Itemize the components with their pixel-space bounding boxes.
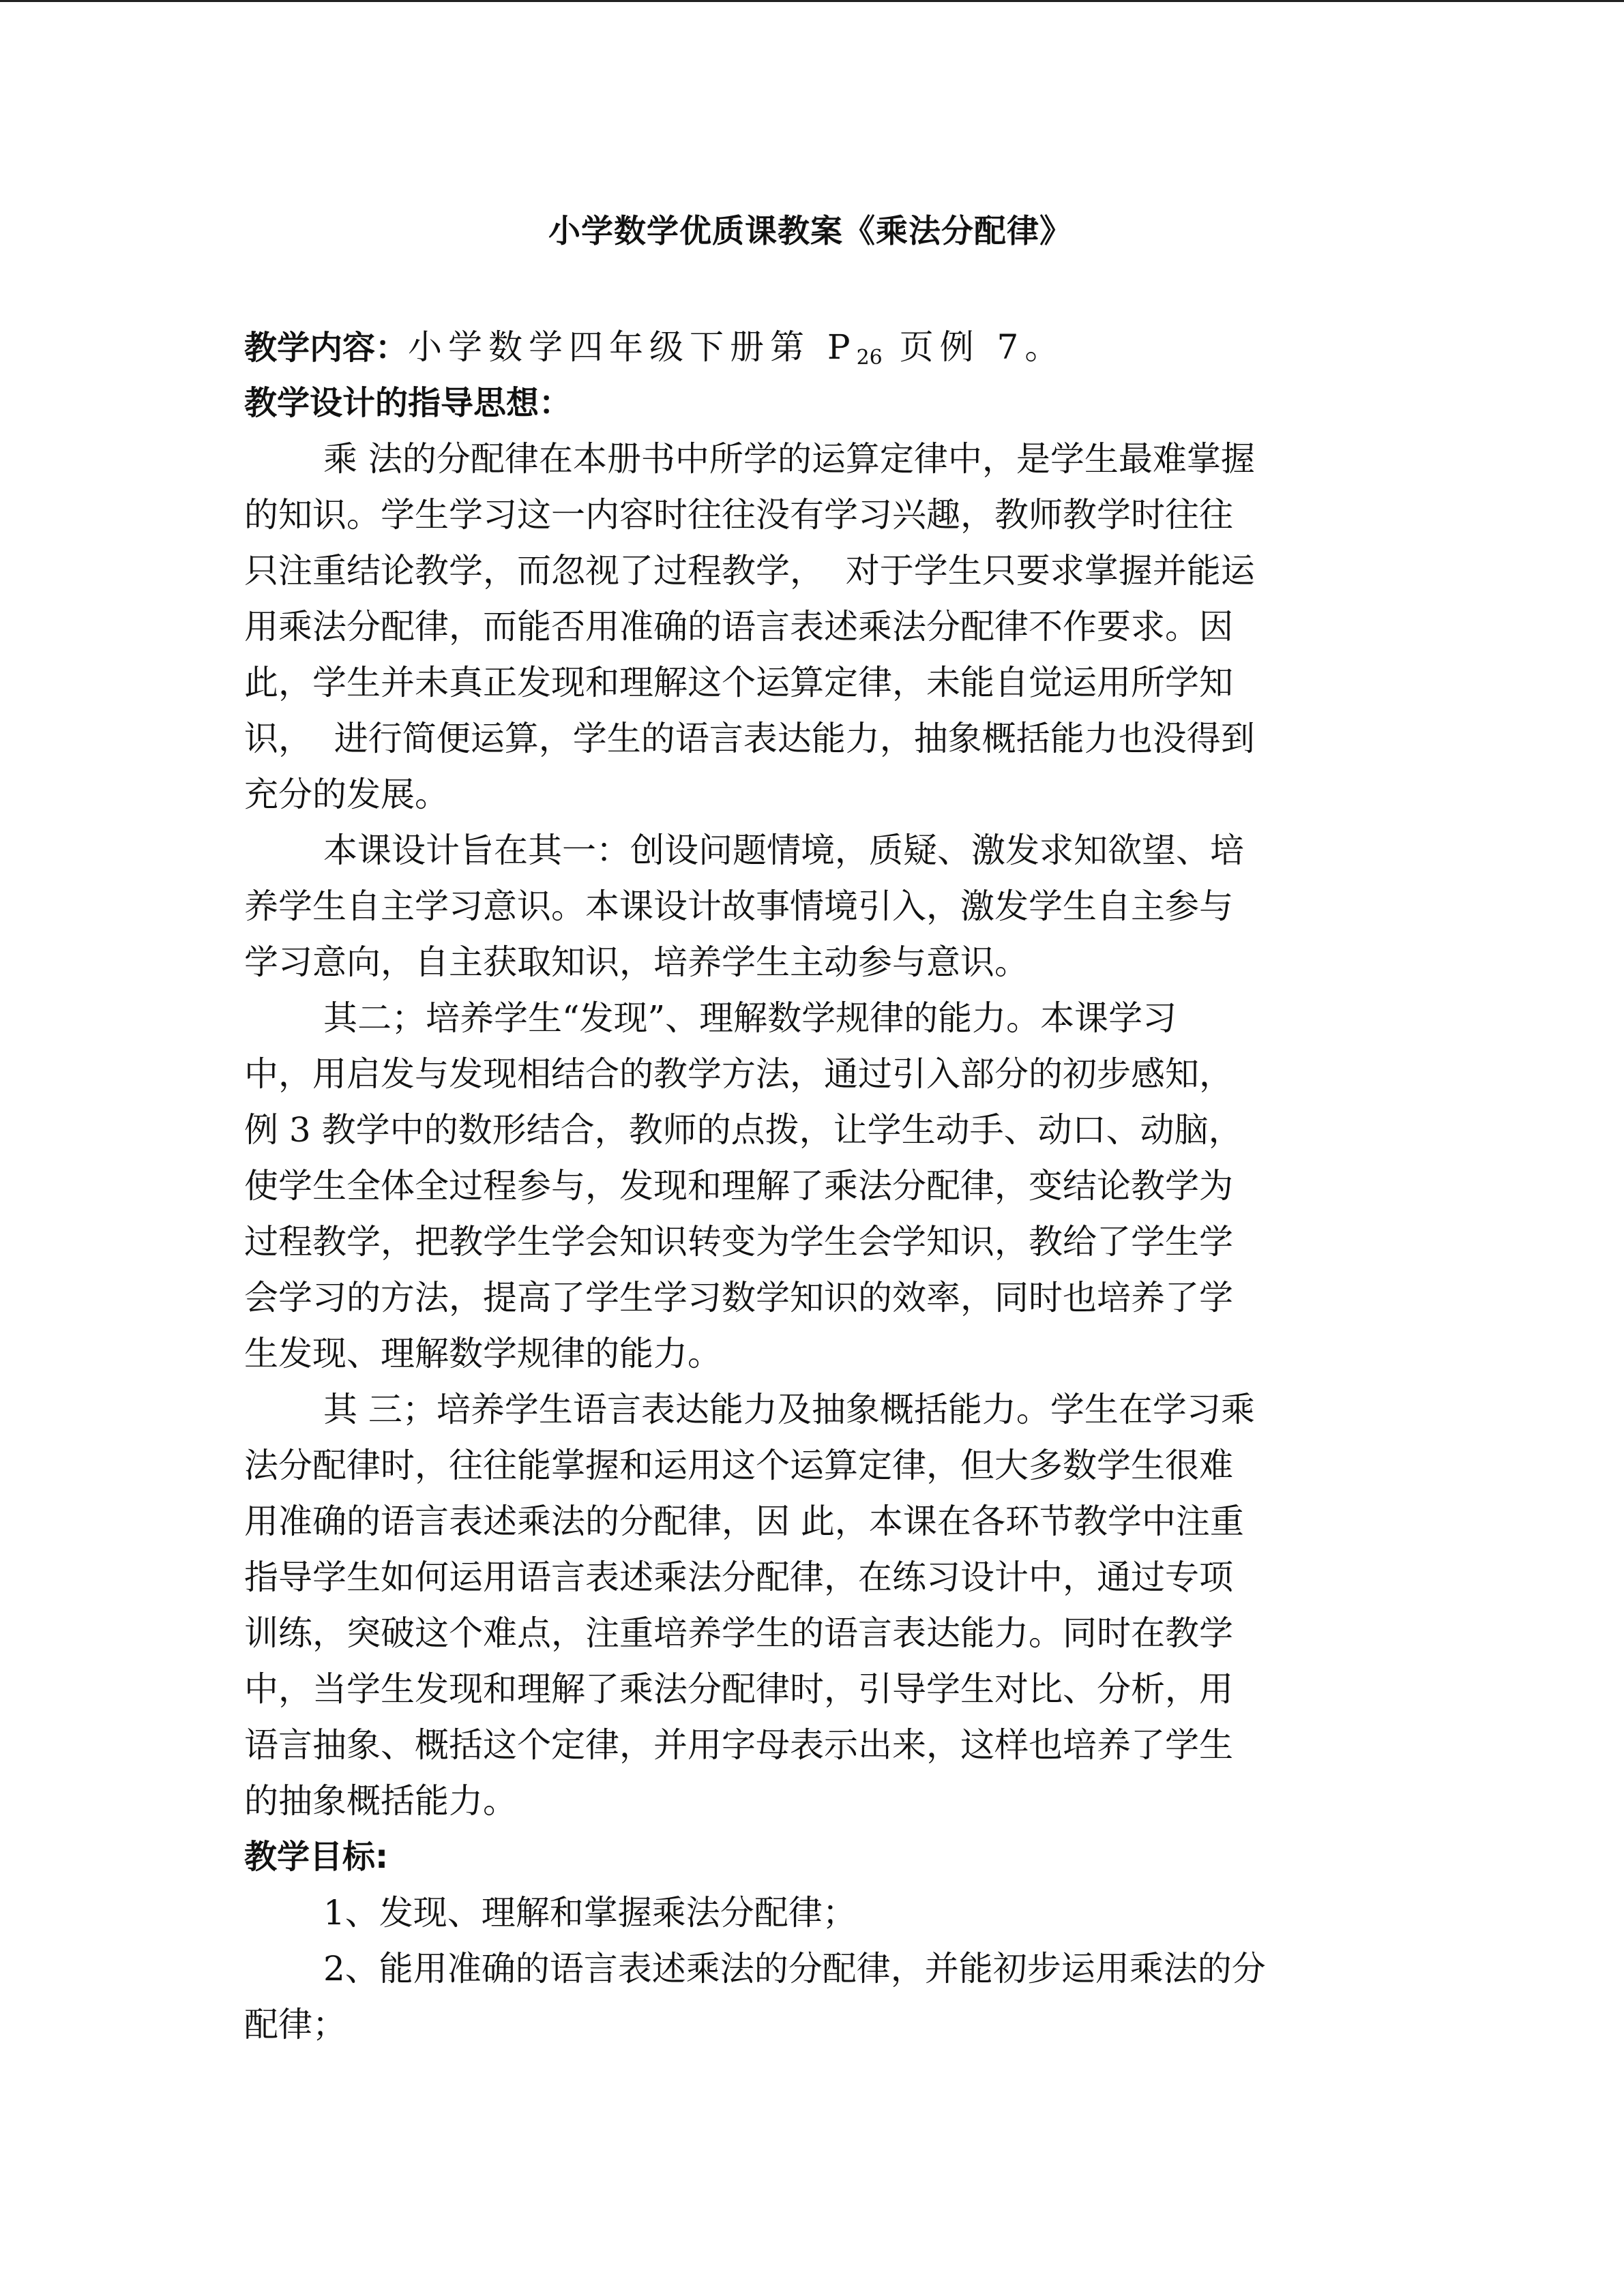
paragraph-line: 识， 进行简便运算，学生的语言表达能力，抽象概括能力也没得到 [244, 719, 1255, 758]
paragraph-line: 生发现、理解数学规律的能力。 [244, 1334, 722, 1373]
paragraph-line: 过程教学，把教学生学会知识转变为学生会学知识，教给了学生学 [244, 1222, 1233, 1262]
paragraph-line: 使学生全体全过程参与，发现和理解了乘法分配律，变结论教学为 [244, 1166, 1233, 1206]
paragraph-line: 训练，突破这个难点，注重培养学生的语言表达能力。同时在教学 [244, 1613, 1233, 1653]
teaching-content-label: 教学内容： [244, 329, 409, 367]
paragraph-line: 例 3 教学中的数形结合，教师的点拨，让学生动手、动口、动脑， [244, 1110, 1243, 1150]
paragraph-line: 充分的发展。 [244, 775, 449, 814]
guiding-thought-heading: 教学设计的指导思想： [244, 384, 572, 422]
paragraph-line: 此，学生并未真正发现和理解这个运算定律，未能自觉运用所学知 [244, 663, 1233, 702]
teaching-content-text: 小学数学四年级下册第 P [408, 327, 857, 367]
paragraph-line: 乘 法的分配律在本册书中所学的运算定律中，是学生最难掌握 [323, 439, 1255, 479]
paragraph-line: 的知识。学生学习这一内容时往往没有学习兴趣，教师教学时往往 [244, 495, 1233, 535]
paragraph-line: 法分配律时，往往能掌握和运用这个运算定律，但大多数学生很难 [244, 1446, 1233, 1485]
paragraph-line: 会学习的方法，提高了学生学习数学知识的效率，同时也培养了学 [244, 1278, 1233, 1317]
paragraph-line: 用准确的语言表述乘法的分配律，因 此，本课在各环节教学中注重 [244, 1502, 1244, 1541]
page-number-subscript: 26 [856, 346, 883, 370]
paragraph-line: 中，当学生发现和理解了乘法分配律时，引导学生对比、分析，用 [244, 1669, 1233, 1709]
teaching-content-line [244, 319, 1404, 376]
goal-item: 2、能用准确的语言表述乘法的分配律，并能初步运用乘法的分 [323, 1949, 1266, 1988]
paragraph-line: 语言抽象、概括这个定律，并用字母表示出来，这样也培养了学生 [244, 1725, 1233, 1765]
paragraph-line: 只注重结论教学，而忽视了过程教学， 对于学生只要求掌握并能运 [244, 551, 1255, 591]
teaching-content-text-end: 页例 7。 [882, 327, 1065, 367]
paragraph-line: 其 三；培养学生语言表达能力及抽象概括能力。学生在学习乘 [323, 1390, 1255, 1429]
paragraph-line: 用乘法分配律，而能否用准确的语言表述乘法分配律不作要求。因 [244, 607, 1233, 646]
paragraph-line: 指导学生如何运用语言表述乘法分配律，在练习设计中，通过专项 [244, 1557, 1233, 1597]
paragraph-line: 其二；培养学生“发现”、理解数学规律的能力。本课学习 [323, 998, 1177, 1038]
paragraph-line: 养学生自主学习意识。本课设计故事情境引入，激发学生自主参与 [244, 886, 1233, 926]
goal-item-continuation: 配律； [244, 2005, 346, 2044]
paragraph-line: 中，用启发与发现相结合的教学方法，通过引入部分的初步感知， [244, 1054, 1233, 1094]
top-border-line [0, 0, 1624, 2]
paragraph-line: 的抽象概括能力。 [244, 1781, 517, 1821]
document-title: 小学数学优质课教案《乘法分配律》 [548, 213, 1072, 250]
teaching-goals-heading: 教学目标: [244, 1838, 389, 1876]
paragraph-line: 学习意向，自主获取知识，培养学生主动参与意识。 [244, 942, 1029, 982]
paragraph-line: 本课设计旨在其一：创设问题情境，质疑、激发求知欲望、培 [323, 831, 1244, 870]
goal-item: 1、发现、理解和掌握乘法分配律； [323, 1893, 857, 1933]
